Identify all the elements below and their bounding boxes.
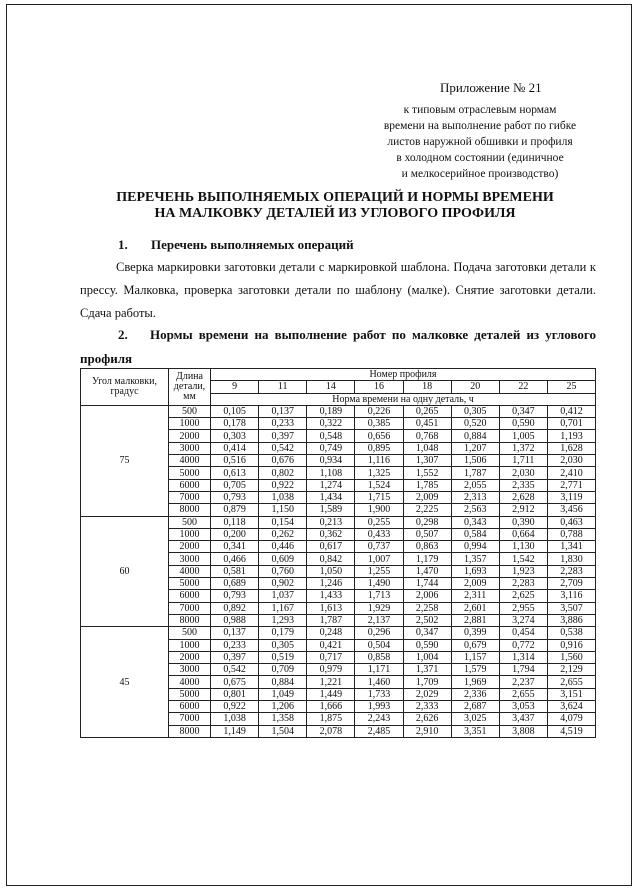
profile-number-header: 11 (259, 381, 307, 393)
norm-value-cell: 1,157 (451, 651, 499, 663)
norm-value-cell: 0,664 (499, 528, 547, 540)
norm-value-cell: 0,446 (259, 541, 307, 553)
norm-value-cell: 2,709 (547, 578, 595, 590)
norm-value-cell: 1,560 (547, 651, 595, 663)
norm-value-cell: 2,258 (403, 602, 451, 614)
heading-line: НА МАЛКОВКУ ДЕТАЛЕЙ ИЗ УГЛОВОГО ПРОФИЛЯ (154, 206, 516, 221)
norm-value-cell: 0,305 (451, 405, 499, 417)
norm-value-cell: 1,434 (307, 491, 355, 503)
norm-value-cell: 1,314 (499, 651, 547, 663)
norm-value-cell: 1,524 (355, 479, 403, 491)
norm-value-cell: 3,119 (547, 491, 595, 503)
norm-value-cell: 0,922 (211, 701, 259, 713)
section-1-text: Сверка маркировки заготовки детали с маркировкой шаблона. Подача заготовки детали к прессу. Малковка, проверка заготовки детали по шаблону (малке). Снятие заготовки детали. Сдача работы. (80, 260, 596, 320)
norm-value-cell: 3,886 (547, 614, 595, 626)
norm-value-cell: 0,879 (211, 504, 259, 516)
norm-value-cell: 0,768 (403, 430, 451, 442)
norm-value-cell: 0,709 (259, 664, 307, 676)
norm-value-cell: 0,298 (403, 516, 451, 528)
norm-value-cell: 2,078 (307, 725, 355, 737)
norm-value-cell: 4,519 (547, 725, 595, 737)
norm-value-cell: 0,466 (211, 553, 259, 565)
norm-value-cell: 0,884 (451, 430, 499, 442)
norm-value-cell: 0,248 (307, 627, 355, 639)
length-cell: 3000 (169, 553, 211, 565)
norm-value-cell: 1,449 (307, 688, 355, 700)
table-row (81, 516, 596, 528)
norm-value-cell: 0,988 (211, 614, 259, 626)
norm-value-cell: 0,362 (307, 528, 355, 540)
norm-value-cell: 0,994 (451, 541, 499, 553)
norm-value-cell: 1,460 (355, 676, 403, 688)
norm-value-cell: 0,265 (403, 405, 451, 417)
appendix-line: к типовым отраслевым нормам (403, 104, 557, 116)
norm-value-cell: 0,863 (403, 541, 451, 553)
norm-value-cell: 1,341 (547, 541, 595, 553)
norm-value-cell: 1,900 (355, 504, 403, 516)
norm-value-cell: 1,711 (499, 455, 547, 467)
profile-number-header: 14 (307, 381, 355, 393)
norm-value-cell: 0,296 (355, 627, 403, 639)
norm-value-cell: 0,179 (259, 627, 307, 639)
norm-value-cell: 0,347 (403, 627, 451, 639)
norm-value-cell: 0,701 (547, 418, 595, 430)
norm-value-cell: 1,307 (403, 455, 451, 467)
norm-value-cell: 0,793 (211, 491, 259, 503)
norm-value-cell: 0,154 (259, 516, 307, 528)
length-cell: 5000 (169, 467, 211, 479)
table-row (81, 627, 596, 639)
norm-value-cell: 2,283 (547, 565, 595, 577)
norm-value-cell: 0,178 (211, 418, 259, 430)
norm-value-cell: 0,385 (355, 418, 403, 430)
norm-value-cell: 3,507 (547, 602, 595, 614)
norm-value-cell: 1,150 (259, 504, 307, 516)
norm-value-cell: 2,601 (451, 602, 499, 614)
norm-value-cell: 1,433 (307, 590, 355, 602)
norm-value-cell: 2,333 (403, 701, 451, 713)
norm-value-cell: 1,049 (259, 688, 307, 700)
norm-value-cell: 1,293 (259, 614, 307, 626)
norm-value-cell: 1,149 (211, 725, 259, 737)
norm-value-cell: 0,679 (451, 639, 499, 651)
norm-value-cell: 0,801 (211, 688, 259, 700)
norm-value-cell: 2,628 (499, 491, 547, 503)
norm-value-cell: 3,274 (499, 614, 547, 626)
norm-value-cell: 1,130 (499, 541, 547, 553)
norm-value-cell: 0,397 (211, 651, 259, 663)
norm-value-cell: 0,676 (259, 455, 307, 467)
norm-value-cell: 0,414 (211, 442, 259, 454)
norm-value-cell: 2,881 (451, 614, 499, 626)
norm-value-cell: 1,371 (403, 664, 451, 676)
norm-value-cell: 2,910 (403, 725, 451, 737)
norm-value-cell: 1,325 (355, 467, 403, 479)
norm-value-cell: 0,979 (307, 664, 355, 676)
length-cell: 1000 (169, 528, 211, 540)
norm-value-cell: 1,221 (307, 676, 355, 688)
norm-value-cell: 1,744 (403, 578, 451, 590)
length-cell: 1000 (169, 418, 211, 430)
norm-value-cell: 2,410 (547, 467, 595, 479)
length-cell: 8000 (169, 725, 211, 737)
norm-value-cell: 1,048 (403, 442, 451, 454)
norm-value-cell: 3,116 (547, 590, 595, 602)
length-cell: 500 (169, 405, 211, 417)
profile-number-header: 18 (403, 381, 451, 393)
norm-value-cell: 0,590 (499, 418, 547, 430)
norm-value-cell: 2,313 (451, 491, 499, 503)
norm-value-cell: 0,137 (259, 405, 307, 417)
norm-value-cell: 2,687 (451, 701, 499, 713)
norm-value-cell: 1,787 (307, 614, 355, 626)
norm-value-cell: 1,709 (403, 676, 451, 688)
norm-value-cell: 0,341 (211, 541, 259, 553)
norm-value-cell: 0,226 (355, 405, 403, 417)
norm-value-cell: 2,626 (403, 713, 451, 725)
norm-value-cell: 0,922 (259, 479, 307, 491)
norm-value-cell: 2,335 (499, 479, 547, 491)
norm-value-cell: 2,129 (547, 664, 595, 676)
norm-value-cell: 1,579 (451, 664, 499, 676)
norm-value-cell: 1,007 (355, 553, 403, 565)
norm-value-cell: 0,397 (259, 430, 307, 442)
norm-value-cell: 0,213 (307, 516, 355, 528)
norm-value-cell: 0,347 (499, 405, 547, 417)
norm-value-cell: 0,617 (307, 541, 355, 553)
profile-number-header: 16 (355, 381, 403, 393)
norm-value-cell: 1,116 (355, 455, 403, 467)
norm-value-cell: 0,390 (499, 516, 547, 528)
norm-value-cell: 0,613 (211, 467, 259, 479)
norm-value-cell: 0,609 (259, 553, 307, 565)
norm-value-cell: 0,451 (403, 418, 451, 430)
length-cell: 2000 (169, 651, 211, 663)
norm-value-cell: 3,456 (547, 504, 595, 516)
norm-value-cell: 2,030 (499, 467, 547, 479)
norm-value-cell: 1,193 (547, 430, 595, 442)
norm-value-cell: 1,542 (499, 553, 547, 565)
length-cell: 500 (169, 516, 211, 528)
norm-value-cell: 1,470 (403, 565, 451, 577)
norm-value-cell: 1,613 (307, 602, 355, 614)
col-header-profile: Номер профиля (211, 369, 596, 381)
length-cell: 2000 (169, 541, 211, 553)
norm-value-cell: 0,200 (211, 528, 259, 540)
length-cell: 2000 (169, 430, 211, 442)
norm-value-cell: 0,233 (259, 418, 307, 430)
norm-value-cell: 0,842 (307, 553, 355, 565)
norm-value-cell: 0,749 (307, 442, 355, 454)
norm-value-cell: 0,548 (307, 430, 355, 442)
appendix-line: листов наружной обшивки и профиля (387, 136, 573, 148)
norm-value-cell: 2,009 (451, 578, 499, 590)
norm-value-cell: 1,255 (355, 565, 403, 577)
norm-value-cell: 2,655 (499, 688, 547, 700)
col-header-norm: Норма времени на одну деталь, ч (211, 393, 596, 405)
norm-value-cell: 2,912 (499, 504, 547, 516)
angle-cell: 75 (81, 405, 169, 516)
norm-value-cell: 0,538 (547, 627, 595, 639)
norm-value-cell: 1,038 (259, 491, 307, 503)
norm-value-cell: 1,715 (355, 491, 403, 503)
norm-value-cell: 1,787 (451, 467, 499, 479)
norm-value-cell: 2,955 (499, 602, 547, 614)
norm-value-cell: 1,506 (451, 455, 499, 467)
length-cell: 8000 (169, 504, 211, 516)
norm-value-cell: 1,875 (307, 713, 355, 725)
norm-value-cell: 3,351 (451, 725, 499, 737)
norm-value-cell: 1,005 (499, 430, 547, 442)
section-1-number: 1. (118, 237, 128, 252)
norm-value-cell: 2,030 (547, 455, 595, 467)
heading-line: ПЕРЕЧЕНЬ ВЫПОЛНЯЕМЫХ ОПЕРАЦИЙ И НОРМЫ ВРЕМЕНИ (116, 190, 554, 205)
length-cell: 7000 (169, 713, 211, 725)
norm-value-cell: 0,421 (307, 639, 355, 651)
norm-value-cell: 2,055 (451, 479, 499, 491)
norm-value-cell: 1,693 (451, 565, 499, 577)
norm-value-cell: 1,504 (259, 725, 307, 737)
norm-value-cell: 0,189 (307, 405, 355, 417)
length-cell: 7000 (169, 602, 211, 614)
norm-value-cell: 2,006 (403, 590, 451, 602)
norm-value-cell: 0,760 (259, 565, 307, 577)
norm-value-cell: 2,137 (355, 614, 403, 626)
norm-value-cell: 0,584 (451, 528, 499, 540)
norm-value-cell: 0,507 (403, 528, 451, 540)
norm-value-cell: 0,137 (211, 627, 259, 639)
norm-value-cell: 0,463 (547, 516, 595, 528)
norm-value-cell: 1,274 (307, 479, 355, 491)
appendix-line: времени на выполнение работ по гибке (383, 120, 577, 132)
norm-value-cell: 1,246 (307, 578, 355, 590)
norm-value-cell: 0,105 (211, 405, 259, 417)
norm-value-cell: 0,689 (211, 578, 259, 590)
norm-value-cell: 1,628 (547, 442, 595, 454)
norm-value-cell: 0,343 (451, 516, 499, 528)
norm-value-cell: 0,737 (355, 541, 403, 553)
appendix-line: и мелкосерийное производство) (401, 168, 559, 180)
table-row (81, 405, 596, 417)
norm-value-cell: 0,255 (355, 516, 403, 528)
norm-value-cell: 0,916 (547, 639, 595, 651)
norm-value-cell: 1,004 (403, 651, 451, 663)
norm-value-cell: 3,437 (499, 713, 547, 725)
norm-value-cell: 1,038 (211, 713, 259, 725)
norm-value-cell: 0,902 (259, 578, 307, 590)
norm-value-cell: 1,206 (259, 701, 307, 713)
norm-value-cell: 0,581 (211, 565, 259, 577)
profile-number-header: 20 (451, 381, 499, 393)
norm-value-cell: 0,516 (211, 455, 259, 467)
norm-value-cell: 2,009 (403, 491, 451, 503)
norm-value-cell: 1,830 (547, 553, 595, 565)
norm-value-cell: 1,589 (307, 504, 355, 516)
length-cell: 6000 (169, 590, 211, 602)
norm-value-cell: 1,207 (451, 442, 499, 454)
norm-value-cell: 0,717 (307, 651, 355, 663)
norm-value-cell: 3,808 (499, 725, 547, 737)
norm-value-cell: 4,079 (547, 713, 595, 725)
norm-value-cell: 0,542 (211, 664, 259, 676)
norm-value-cell: 0,934 (307, 455, 355, 467)
norm-value-cell: 0,802 (259, 467, 307, 479)
norm-value-cell: 0,705 (211, 479, 259, 491)
norm-value-cell: 0,412 (547, 405, 595, 417)
norm-value-cell: 1,357 (451, 553, 499, 565)
norm-value-cell: 0,399 (451, 627, 499, 639)
norm-value-cell: 1,794 (499, 664, 547, 676)
norm-value-cell: 1,372 (499, 442, 547, 454)
norm-value-cell: 0,590 (403, 639, 451, 651)
norm-value-cell: 0,322 (307, 418, 355, 430)
length-cell: 8000 (169, 614, 211, 626)
norm-value-cell: 0,262 (259, 528, 307, 540)
length-cell: 4000 (169, 676, 211, 688)
length-cell: 6000 (169, 479, 211, 491)
norm-value-cell: 0,519 (259, 651, 307, 663)
appendix-title: Приложение № 21 (440, 80, 542, 95)
profile-number-header: 25 (547, 381, 595, 393)
length-cell: 500 (169, 627, 211, 639)
norm-value-cell: 2,502 (403, 614, 451, 626)
norm-value-cell: 0,504 (355, 639, 403, 651)
norm-value-cell: 0,520 (451, 418, 499, 430)
appendix-subtitle (360, 102, 600, 182)
norm-value-cell: 0,675 (211, 676, 259, 688)
norm-value-cell: 1,171 (355, 664, 403, 676)
length-cell: 5000 (169, 688, 211, 700)
norm-value-cell: 0,793 (211, 590, 259, 602)
col-header-length: Длина детали, мм (169, 369, 211, 406)
norm-value-cell: 1,167 (259, 602, 307, 614)
length-cell: 6000 (169, 701, 211, 713)
norm-value-cell: 1,358 (259, 713, 307, 725)
norm-value-cell: 2,225 (403, 504, 451, 516)
time-norms-table (80, 368, 596, 738)
section-1-title: Перечень выполняемых операций (151, 237, 354, 252)
norm-value-cell: 1,993 (355, 701, 403, 713)
norm-value-cell: 0,118 (211, 516, 259, 528)
section-2-title: Нормы времени на выполнение работ по малковке деталей из углового профиля (80, 327, 596, 366)
norm-value-cell: 1,108 (307, 467, 355, 479)
length-cell: 3000 (169, 442, 211, 454)
norm-value-cell: 2,625 (499, 590, 547, 602)
col-header-angle: Угол малковки, градус (81, 369, 169, 406)
norm-value-cell: 2,563 (451, 504, 499, 516)
document-heading (80, 190, 590, 222)
length-cell: 4000 (169, 455, 211, 467)
norm-value-cell: 2,336 (451, 688, 499, 700)
profile-number-header: 22 (499, 381, 547, 393)
appendix-line: в холодном состоянии (единичное (396, 152, 564, 164)
norm-value-cell: 0,454 (499, 627, 547, 639)
angle-cell: 60 (81, 516, 169, 627)
norm-value-cell: 0,884 (259, 676, 307, 688)
norm-value-cell: 3,025 (451, 713, 499, 725)
profile-number-header: 9 (211, 381, 259, 393)
length-cell: 5000 (169, 578, 211, 590)
norm-value-cell: 1,929 (355, 602, 403, 614)
norm-value-cell: 1,179 (403, 553, 451, 565)
norm-value-cell: 0,542 (259, 442, 307, 454)
length-cell: 7000 (169, 491, 211, 503)
norm-value-cell: 1,490 (355, 578, 403, 590)
norm-value-cell: 2,237 (499, 676, 547, 688)
norm-value-cell: 0,788 (547, 528, 595, 540)
norm-value-cell: 1,733 (355, 688, 403, 700)
norm-value-cell: 0,895 (355, 442, 403, 454)
norm-value-cell: 0,656 (355, 430, 403, 442)
norm-value-cell: 2,311 (451, 590, 499, 602)
norm-value-cell: 0,233 (211, 639, 259, 651)
angle-cell: 45 (81, 627, 169, 738)
section-2-number: 2. (118, 327, 128, 342)
norm-value-cell: 1,552 (403, 467, 451, 479)
norm-value-cell: 0,305 (259, 639, 307, 651)
norm-value-cell: 2,029 (403, 688, 451, 700)
norm-value-cell: 2,485 (355, 725, 403, 737)
norm-value-cell: 3,053 (499, 701, 547, 713)
norm-value-cell: 1,713 (355, 590, 403, 602)
norm-value-cell: 0,772 (499, 639, 547, 651)
norm-value-cell: 0,433 (355, 528, 403, 540)
norm-value-cell: 0,303 (211, 430, 259, 442)
length-cell: 3000 (169, 664, 211, 676)
length-cell: 4000 (169, 565, 211, 577)
norm-value-cell: 1,666 (307, 701, 355, 713)
length-cell: 1000 (169, 639, 211, 651)
norm-value-cell: 2,655 (547, 676, 595, 688)
norm-value-cell: 3,151 (547, 688, 595, 700)
norm-value-cell: 0,858 (355, 651, 403, 663)
norm-value-cell: 2,771 (547, 479, 595, 491)
norm-value-cell: 3,624 (547, 701, 595, 713)
norm-value-cell: 2,243 (355, 713, 403, 725)
norm-value-cell: 2,283 (499, 578, 547, 590)
norm-value-cell: 1,785 (403, 479, 451, 491)
norm-value-cell: 1,050 (307, 565, 355, 577)
norm-value-cell: 0,892 (211, 602, 259, 614)
norm-value-cell: 1,923 (499, 565, 547, 577)
norm-value-cell: 1,037 (259, 590, 307, 602)
norm-value-cell: 1,969 (451, 676, 499, 688)
